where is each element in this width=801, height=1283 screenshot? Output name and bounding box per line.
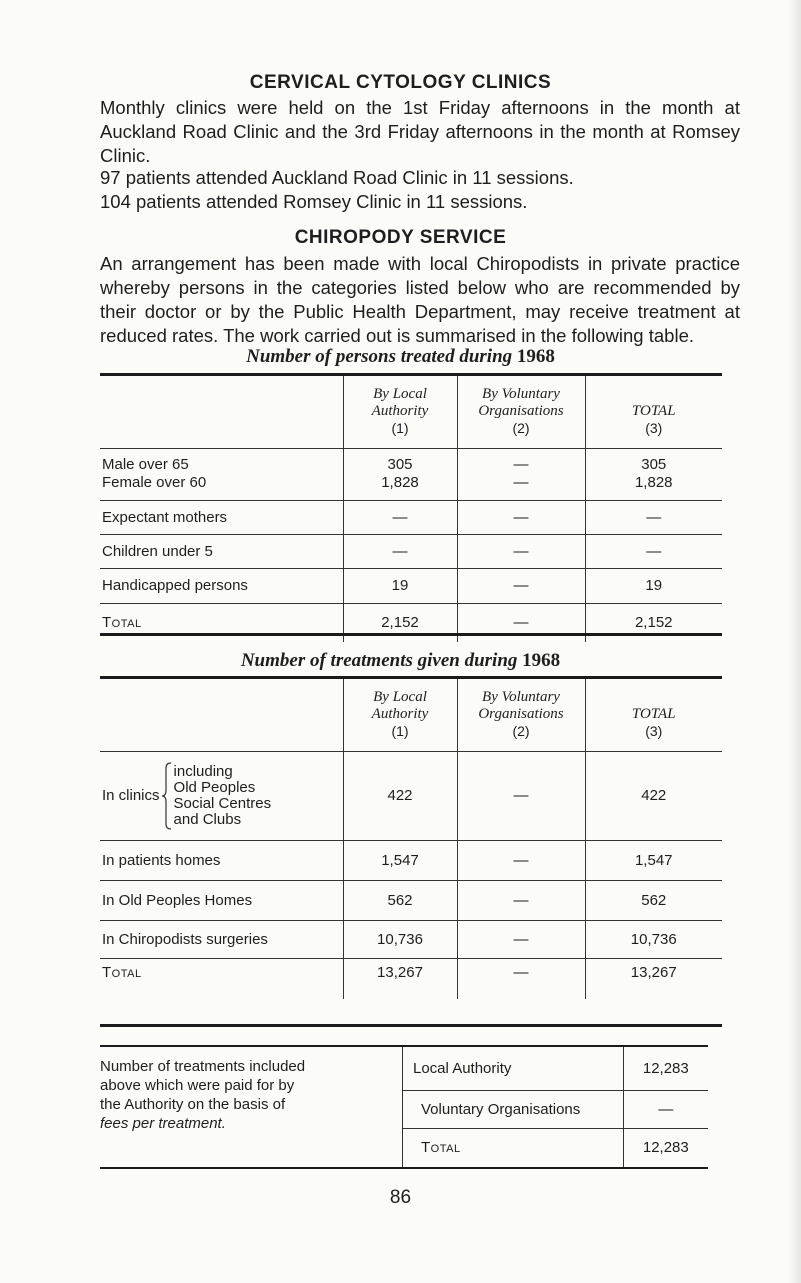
table1-bottom-rule — [100, 633, 722, 636]
header-vol-number: (2) — [512, 420, 530, 437]
expectant-local-value: — — [343, 500, 457, 534]
fees-row-voluntary — [403, 1090, 709, 1128]
female-local-value: 1,828 — [381, 474, 419, 491]
table1-age-total — [585, 448, 722, 500]
t2-total-vol-value: — — [457, 958, 585, 999]
table1-row-age — [100, 448, 722, 500]
table1-age-labels — [100, 448, 343, 500]
clinics-label-cell — [100, 751, 343, 840]
table1-header-local — [343, 376, 457, 448]
table1-row-handicapped — [100, 568, 722, 603]
auckland-road-attendance: 97 patients attended Auckland Road Clinic in 11 sessions. — [100, 167, 574, 188]
table2-row-homes — [100, 840, 722, 880]
table1-row-children — [100, 534, 722, 568]
clinics-sub-3: Social Centres — [173, 794, 272, 812]
table1-age-local — [343, 448, 457, 500]
chiropody-service-paragraph: An arrangement has been made with local Chiropodists in private practice whereby persons in the categories listed below who are recommended by their doctor or by the Public Health Department, may receive treatment at reduced rates. The work carried out is summarised in the following table. — [100, 253, 740, 346]
t2-header-total-number: (3) — [645, 723, 663, 740]
total-local-value: 2,152 — [343, 603, 457, 642]
row-label-surgeries: In Chiropodists surgeries — [100, 920, 343, 958]
homes-total-value: 1,547 — [585, 840, 722, 880]
fees-row-total — [403, 1128, 709, 1167]
t2-header-total-line1: TOTAL — [631, 706, 676, 723]
row-label-male: Male over 65 — [102, 456, 189, 473]
clinics-sub-4: and Clubs — [173, 810, 242, 828]
clinics-label-group — [102, 762, 343, 830]
row-label-total: Total — [100, 603, 343, 642]
row-label-old-peoples-homes: In Old Peoples Homes — [100, 880, 343, 920]
fees-label-total: Total — [403, 1128, 624, 1167]
table2-row-old-peoples-homes — [100, 880, 722, 920]
male-total-value: 305 — [641, 456, 667, 473]
male-local-value: 305 — [387, 456, 413, 473]
table2-header-row — [100, 679, 722, 751]
table1-header-row — [100, 376, 722, 448]
fees-desc-line4: fees per treatment. — [100, 1115, 226, 1132]
table1-age-vol — [457, 448, 585, 500]
table1-row-total — [100, 603, 722, 642]
treatments-given-caption — [0, 650, 801, 672]
fees-value-local: 12,283 — [623, 1047, 708, 1090]
fees-value-total: 12,283 — [623, 1128, 708, 1167]
homes-vol-value: — — [457, 840, 585, 880]
surgeries-local-value: 10,736 — [343, 920, 457, 958]
header-local-line1: By Local — [373, 386, 427, 403]
handicapped-total-value: 19 — [585, 568, 722, 603]
chiropody-service-heading: CHIROPODY SERVICE — [294, 227, 507, 248]
opw-vol-value: — — [457, 880, 585, 920]
t2-header-local-number: (1) — [391, 723, 409, 740]
treatments-caption-year: 1968 — [522, 650, 561, 671]
clinics-local-value: 422 — [343, 751, 457, 840]
page-edge-shadow — [789, 0, 801, 1283]
total-vol-value: — — [457, 603, 585, 642]
handicapped-local-value: 19 — [343, 568, 457, 603]
table2-header-total — [585, 679, 722, 751]
header-local-line2: Authority — [371, 403, 429, 420]
male-vol-value: — — [513, 456, 529, 473]
t2-header-vol-number: (2) — [512, 723, 530, 740]
persons-treated-table — [100, 376, 722, 642]
table1-header-blank — [100, 376, 343, 448]
cervical-cytology-paragraph: Monthly clinics were held on the 1st Friday afternoons in the month at Auckland Road Clinic and the 3rd Friday afternoons in the month at Romsey Clinic. — [100, 97, 740, 166]
table2-header-blank — [100, 679, 343, 751]
table2-row-clinics — [100, 751, 722, 840]
t2-header-local-line1: By Local — [373, 689, 427, 706]
persons-treated-caption — [0, 346, 801, 368]
row-label-female: Female over 60 — [102, 474, 207, 491]
table1-row-expectant — [100, 500, 722, 534]
header-local-number: (1) — [391, 420, 409, 437]
fees-label-voluntary: Voluntary Organisations — [403, 1090, 624, 1128]
homes-local-value: 1,547 — [343, 840, 457, 880]
clinics-label: In clinics — [102, 787, 160, 804]
fees-value-voluntary: — — [623, 1090, 708, 1128]
surgeries-total-value: 10,736 — [585, 920, 722, 958]
cervical-cytology-heading: CERVICAL CYTOLOGY CLINICS — [249, 72, 552, 93]
expectant-vol-value: — — [457, 500, 585, 534]
persons-treated-caption-year: 1968 — [516, 346, 555, 367]
persons-treated-caption-text: Number of persons treated during — [246, 346, 513, 367]
fees-desc-line1: Number of treatments included — [100, 1058, 306, 1075]
t2-total-total-value: 13,267 — [585, 958, 722, 999]
opw-local-value: 562 — [343, 880, 457, 920]
opw-total-value: 562 — [585, 880, 722, 920]
page-number: 86 — [389, 1187, 412, 1208]
header-vol-line1: By Voluntary — [482, 386, 560, 403]
female-total-value: 1,828 — [634, 474, 673, 491]
clinics-total-value: 422 — [585, 751, 722, 840]
table1-header-total — [585, 376, 722, 448]
clinics-sub-1: including — [173, 762, 233, 780]
header-vol-line2: Organisations — [478, 403, 564, 420]
expectant-total-value: — — [585, 500, 722, 534]
table2-bottom-rule — [100, 1024, 722, 1027]
t2-row-label-total: Total — [100, 958, 343, 999]
fees-desc-line2: above which were paid for by — [100, 1077, 295, 1094]
row-label-expectant: Expectant mothers — [100, 500, 343, 534]
fees-row-local — [403, 1047, 709, 1090]
curly-brace-icon — [162, 762, 172, 830]
header-total-number: (3) — [645, 420, 663, 437]
t2-header-local-line2: Authority — [371, 706, 429, 723]
t2-header-vol-line1: By Voluntary — [482, 689, 560, 706]
fees-paid-table — [402, 1047, 708, 1167]
romsey-attendance: 104 patients attended Romsey Clinic in 11 sessions. — [100, 191, 528, 212]
handicapped-vol-value: — — [457, 568, 585, 603]
clinics-sub-2: Old Peoples — [173, 778, 256, 796]
table2-row-total — [100, 958, 722, 999]
row-label-patients-homes: In patients homes — [100, 840, 343, 880]
treatments-given-table — [100, 679, 722, 999]
row-label-handicapped: Handicapped persons — [100, 568, 343, 603]
row-label-children: Children under 5 — [100, 534, 343, 568]
table2-header-local — [343, 679, 457, 751]
table2-row-surgeries — [100, 920, 722, 958]
table1-header-voluntary — [457, 376, 585, 448]
header-total-line1: TOTAL — [631, 403, 676, 420]
fees-desc-line3: the Authority on the basis of — [100, 1096, 286, 1113]
children-vol-value: — — [457, 534, 585, 568]
table3-bottom-rule — [100, 1167, 708, 1169]
total-total-value: 2,152 — [585, 603, 722, 642]
fees-description — [100, 1057, 390, 1133]
clinics-vol-value: — — [457, 751, 585, 840]
surgeries-vol-value: — — [457, 920, 585, 958]
children-total-value: — — [585, 534, 722, 568]
treatments-caption-text: Number of treatments given during — [240, 650, 518, 671]
t2-total-local-value: 13,267 — [343, 958, 457, 999]
t2-header-vol-line2: Organisations — [478, 706, 564, 723]
clinics-sublabels — [174, 764, 272, 828]
female-vol-value: — — [513, 474, 529, 491]
children-local-value: — — [343, 534, 457, 568]
table2-header-voluntary — [457, 679, 585, 751]
fees-label-local: Local Authority — [403, 1047, 624, 1090]
